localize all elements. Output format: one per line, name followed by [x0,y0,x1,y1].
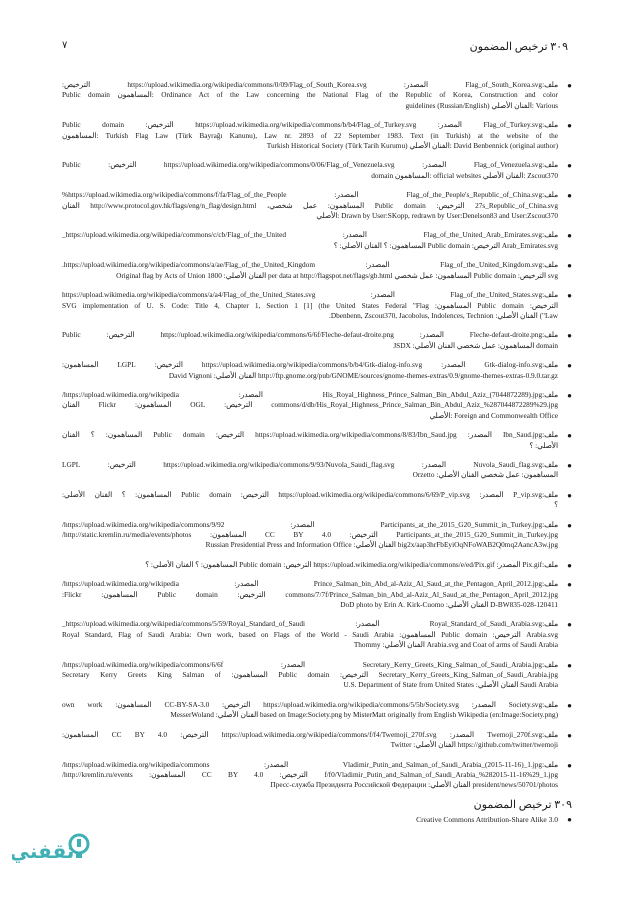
bullet-icon: ● [567,660,572,670]
attribution-entry [62,260,572,281]
attribution-entry [62,760,572,791]
entry-line: Ordinance Act of the Law concerning the National Flag of the Republic of Korea, Construction and color :المساهمون Public domain [62,90,558,100]
entry-line: ملف:Flag_of_the_United_States.svg المصدر: https://upload.wikimedia.org/wikipedia/commons/a/a4/Flag_of_the_United_States.svg [62,290,558,300]
entry-line: Saudi Arabia الفنان الأصلي: U.S. Department of State from United States [343,680,558,690]
entry-line: ملف:Flag_of_the_United_Arab_Emirates.svg المصدر: https://upload.wikimedia.org/wikipedia/commons/c/cb/Flag_of_the_United_ [62,230,558,240]
entry-line: ملف:Vladimir_Putin_and_Salman_of_Saudi_Arabia_(2015-11-16)_1.jpg المصدر: https://upload.wikimedia.org/wikipedia/commons/ [62,759,558,769]
entry-line: الأصلي: ؟ [529,440,558,450]
bullet-icon: ● [567,580,572,590]
bullet-icon: ● [567,161,572,171]
bullet-icon: ● [567,815,572,824]
entry-line: ؟ [554,500,558,510]
license-text: Creative Commons Attribution-Share Alike 3.0 [416,815,558,824]
bullet-icon: ● [567,560,572,570]
attribution-entry [62,460,572,481]
entry-line: الترخيص: Public domain المساهمون: SVG implementation of U. S. Code: Title 4, Chapter 1, Section 1 [1] (the United States Federal "Flag [62,300,558,310]
bullet-icon: ● [567,291,572,301]
entry-line: ملف:Flag_of_Venezuela.svg المصدر: https://upload.wikimedia.org/wikipedia/commons/0/06/Flag_of_Venezuela.svg الترخيص: Public [62,160,558,170]
bullet-icon: ● [567,700,572,710]
entry-line: Foreign and Commonwealth Office :الأصلي [429,410,558,420]
attribution-entry [62,619,572,650]
attribution-entry [62,80,572,111]
entry-line: ملف:His_Royal_Highness_Prince_Salman_Bin_Abdul_Aziz_(7044872289).jpg المصدر: https://upload.wikimedia.org/wikipedia/ [62,389,558,399]
logo-text: ثقفني [12,839,75,863]
attribution-entry [62,190,572,221]
attribution-entry [62,730,572,751]
entry-line: 27s_Republic_of_China.svg الترخيص: Public domain المساهمون: عمل شخصي، http://www.protocol.gov.hk/flags/eng/n_flag/design.html الفنان [62,200,558,210]
entry-line: f/f0/Vladimir_Putin_and_Salman_of_Saudi_Arabia_%282015-11-16%29_1.jpg الترخيص: CC BY 4.0 المساهمون: http://kremlin.ru/events/ [62,769,558,779]
entry-line: ملف:Twemoji_270f.svg المصدر: https://upload.wikimedia.org/wikipedia/commons/f/f4/Twemoji_270f.svg الترخيص: CC BY 4.0 المساهمون: [62,729,558,739]
bullet-icon: ● [567,361,572,371]
entry-line: ملف:Pix.gif المصدر: https://upload.wikimedia.org/wikipedia/commons/e/ed/Pix.gif الترخيص: Public domain المساهمون: ؟ الفنان الأصلي: ؟ [145,559,558,569]
bullet-icon: ● [567,620,572,630]
bullet-icon: ● [567,261,572,271]
entry-line: http://ftp.gnome.org/pub/GNOME/sources/gnome-themes-extras/0.9/gnome-themes-extras-0.9.0.tar.gz الفنان الأصلي: David Vignoni [168,370,558,380]
entry-line: 120411-D-BW835-028 الفنان الأصلي: DoD photo by Erin A. Kirk-Cuomo [340,600,558,610]
entry-line: Various :الفنان الأصلي guidelines (Russian/English) [405,100,558,110]
attribution-entry [62,700,572,721]
entry-line: Zscout370 :الفنان الأصلي official websites :المساهمون domain [371,170,558,180]
entry-line: David Benbennick (original author) :الفنان الأصلي Turkish Historical Society (Türk Tarih Kurumu) [266,141,558,151]
attribution-entry [62,660,572,691]
entry-line: Arab_Emirates.svg الترخيص: Public domain المساهمون: ؟ الفنان الأصلي: ؟ [333,240,558,250]
license-item [416,815,572,824]
attribution-entry [62,360,572,381]
entry-line: ملف:Ibn_Saud.jpg المصدر: https://upload.wikimedia.org/wikipedia/commons/8/83/Ibn_Saud.jpg الترخيص: Public domain المساهمون: ؟ الفنان [62,430,558,440]
bullet-icon: ● [567,760,572,770]
entry-line: ملف:Society.svg المصدر: https://upload.wikimedia.org/wikipedia/commons/5/5b/Society.svg الترخيص: CC-BY-SA-3.0 المساهمون: own work [62,699,558,709]
entry-line: Arabia.svg الترخيص: Public domain المساهمون: Royal Standard, Flag of Saudi Arabia: Own work, based on Flags of the World - Saudi Arabia [62,629,558,639]
entry-line: ملف:Prince_Salman_bin_Abd_al-Aziz_Al_Saud_at_the_Pentagon_April_2012.jpg المصدر: https://upload.wikimedia.org/wikipedia/ [62,579,558,589]
bullet-icon: ● [567,390,572,400]
entry-line: domain المساهمون: عمل شخصي الفنان الأصلي: JSDX [393,340,558,350]
attribution-entry [62,160,572,181]
entry-line: (en:Image:Society.png) based on Image:Society.png by MisterMatt originally from English Wikipedia الفنان الأصلي: MesserWoland [170,710,558,720]
entry-line: ملف:Secretary_Kerry_Greets_King_Salman_of_Saudi_Arabia.jpg المصدر: https://upload.wikimedia.org/wikipedia/commons/6/6f/ [62,659,558,669]
bullet-icon: ● [567,460,572,470]
bullet-icon: ● [567,730,572,740]
bullet-icon: ● [567,191,572,201]
entry-line: ملف:Flag_of_the_People's_Republic_of_China.svg المصدر: https://upload.wikimedia.org/wikipedia/commons/f/fa/Flag_of_the_People% [62,190,558,200]
entry-line: ملف:Flag_of_South_Korea.svg المصدر: https://upload.wikimedia.org/wikipedia/commons/0/09/Flag_of_South_Korea.svg الترخيص: [62,80,558,89]
attribution-entry [62,560,572,570]
entry-line: ملف:Flag_of_the_United_Kingdom.svg المصدر: https://upload.wikimedia.org/wikipedia/commons/a/ae/Flag_of_the_United_Kingdom. [62,260,558,270]
attribution-entry [62,579,572,610]
entry-line: svg الترخيص: Public domain المساهمون: عمل شخصي per data at http://flagspot.net/flags/gb.html الفنان الأصلي: Original flag by Acts of Union 1800 [116,270,558,280]
entry-line: https://github.com/twitter/twemoji الفنان الأصلي: Twitter [390,740,558,750]
attribution-entry [62,390,572,421]
entry-line: commons/7/7f/Prince_Salman_bin_Abd_al-Aziz_Al_Saud_at_the_Pentagon_April_2012.jpg الترخيص: Public domain المساهمون: Flickr: [62,589,558,599]
entry-line: ملف:Nuvola_Saudi_flag.svg المصدر: https://upload.wikimedia.org/wikipedia/commons/9/93/Nuvola_Saudi_flag.svg الترخيص: LGPL [62,459,558,469]
site-logo [12,822,92,872]
entry-line: Participants_at_the_2015_G20_Summit_in_Turkey.jpg الترخيص: CC BY 4.0 المساهمون: http://static.kremlin.ru/media/events/photos/ [62,530,558,539]
bullet-icon: ● [567,490,572,500]
entry-line: Arabia.svg and Coat of arms of Saudi Arabia الفنان الأصلي: Thommy [353,640,558,650]
entry-line: Secretary_Kerry_Greets_King_Salman_of_Saudi_Arabia.jpg الترخيص: Public domain المساهمون: Secretary Kerry Greets King Salman of [62,670,558,680]
entry-line: ملف:Royal_Standard_of_Saudi_Arabia.svg المصدر: https://upload.wikimedia.org/wikipedia/commons/5/59/Royal_Standard_of_Saudi_ [62,619,558,629]
bullet-icon: ● [567,431,572,441]
bullet-icon: ● [567,231,572,241]
bullet-icon: ● [567,520,572,530]
entry-line: Drawn by User:SKopp, redrawn by User:Denelson83 and User:Zscout370 :الأصلي [316,211,558,221]
entry-line: ملف:Gtk-dialog-info.svg المصدر: https://upload.wikimedia.org/wikipedia/commons/b/b4/Gtk-dialog-info.svg الترخيص: LGPL المساهمون: [62,360,558,370]
entry-line: ملف:Participants_at_the_2015_G20_Summit_in_Turkey.jpg المصدر: https://upload.wikimedia.org/wikipedia/commons/9/92/ [62,519,558,529]
attribution-entry [62,520,572,551]
bullet-icon: ● [567,331,572,341]
license-heading: ٣٠٩ ترخيص المضمون [473,799,572,811]
bullet-icon: ● [567,81,572,90]
entry-line: commons/d/db/His_Royal_Highness_Prince_Salman_Bin_Abdul_Aziz_%287044872289%29.jpg الترخيص: OGL المساهمون: Flickr الفنان [62,400,558,410]
page-header [62,40,568,56]
entry-line: Law") الفنان الأصلي: Dbenbenn, Zscout370, Jacobolus, Indolences, Technion. [328,310,558,320]
entry-line: المساهمون: عمل شخصي الفنان الأصلي: Orzetto [412,470,558,480]
attribution-entry [62,290,572,321]
entry-line: ملف:Flag_of_Turkey.svg المصدر: https://upload.wikimedia.org/wikipedia/commons/b/b4/Flag_of_Turkey.svg الترخيص: Public domain [62,120,558,130]
attribution-entry [62,230,572,251]
entry-line: big2x/aap3hrFbEyiOqNFoWAB2Q0mq2AancA3w.jpg الفنان الأصلي: Russian Presidential Press and Information Office [205,540,558,550]
entry-line: ملف:P_vip.svg المصدر: https://upload.wikimedia.org/wikipedia/commons/6/69/P_vip.svg الترخيص: Public domain المساهمون: ؟ الفنان الأصلي: [62,489,558,499]
attribution-list [62,80,572,800]
bullet-icon: ● [567,121,572,131]
entry-line: president/news/50701/photos الفنان الأصلي: Пресс-служба Президента Российской Федерации [270,780,558,790]
attribution-entry [62,430,572,451]
attribution-entry [62,490,572,511]
attribution-entry [62,330,572,351]
entry-line: ملف:Fleche-defaut-droite.png المصدر: https://upload.wikimedia.org/wikipedia/commons/6/6f/Fleche-defaut-droite.png الترخيص: Public [62,330,558,340]
running-title: ٣٠٩ ترخيص المضمون [469,41,568,53]
entry-line: Turkish Flag Law (Türk Bayrağı Kanunu), Law nr. 2893 of 22 September 1983. Text (in Turkish) at the website of the :المساهمون [62,130,558,140]
attribution-entry [62,120,572,151]
page-number: ٧ [62,40,68,51]
